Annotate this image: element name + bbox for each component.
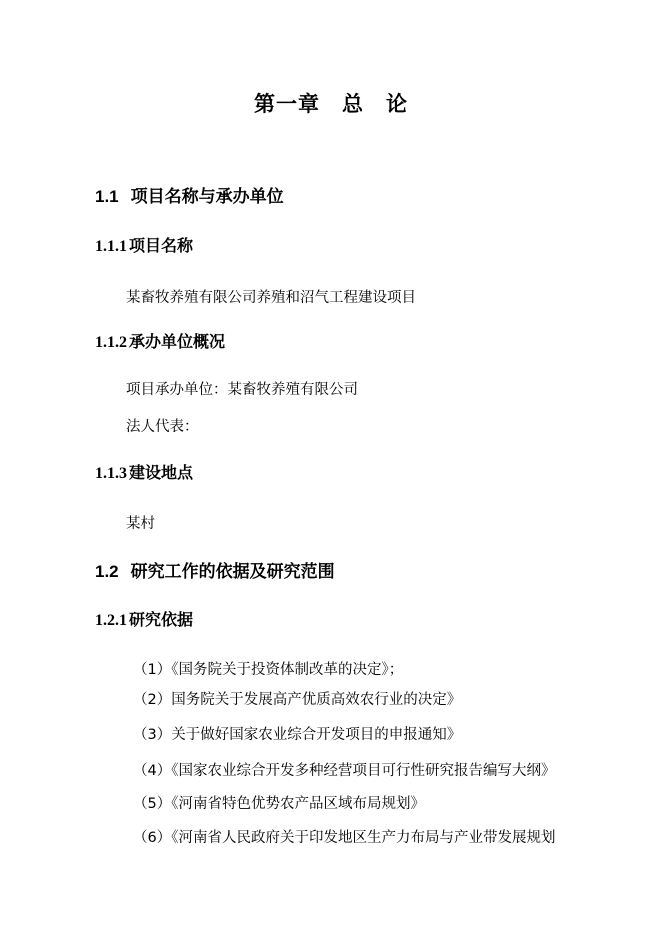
section-title: 项目名称与承办单位 xyxy=(130,187,284,207)
section-title: 研究工作的依据及研究范围 xyxy=(130,562,335,582)
legal-representative-paragraph: 法人代表： xyxy=(126,419,199,435)
subsection-title: 项目名称 xyxy=(129,236,194,255)
reference-item: （4）《国家农业综合开发多种经营项目可行性研究报告编写大纲》 xyxy=(133,763,556,779)
undertaking-unit-paragraph: 项目承办单位：某畜牧养殖有限公司 xyxy=(126,382,358,398)
subsection-title: 建设地点 xyxy=(129,463,194,482)
subsection-number: 1.1.1 xyxy=(95,238,127,255)
reference-item: （3）关于做好国家农业综合开发项目的申报通知》 xyxy=(133,727,462,743)
project-name-paragraph: 某畜牧养殖有限公司养殖和沼气工程建设项目 xyxy=(126,290,416,306)
section-number: 1.2 xyxy=(95,562,119,581)
reference-item: （1）《国务院关于投资体制改革的决定》； xyxy=(133,662,404,678)
location-paragraph: 某村 xyxy=(126,516,155,532)
chapter-title: 第一章 总 论 xyxy=(254,92,408,116)
subsection-number: 1.2.1 xyxy=(95,612,127,629)
reference-item: （6）《河南省人民政府关于印发地区生产力布局与产业带发展规划 xyxy=(133,830,556,846)
section-number: 1.1 xyxy=(95,187,119,206)
subsection-heading-1-1-3 xyxy=(95,460,193,483)
section-heading-1-2 xyxy=(95,557,335,582)
subsection-heading-1-2-1 xyxy=(95,607,193,630)
reference-item: （5）《河南省特色优势农产品区域布局规划》 xyxy=(133,796,425,812)
section-heading-1-1 xyxy=(95,182,284,207)
subsection-number: 1.1.2 xyxy=(95,334,127,351)
reference-item: （2）国务院关于发展高产优质高效农行业的决定》 xyxy=(133,692,462,708)
subsection-title: 承办单位概况 xyxy=(129,332,226,351)
subsection-title: 研究依据 xyxy=(129,610,194,629)
subsection-number: 1.1.3 xyxy=(95,465,127,482)
subsection-heading-1-1-1 xyxy=(95,233,193,256)
subsection-heading-1-1-2 xyxy=(95,329,225,352)
